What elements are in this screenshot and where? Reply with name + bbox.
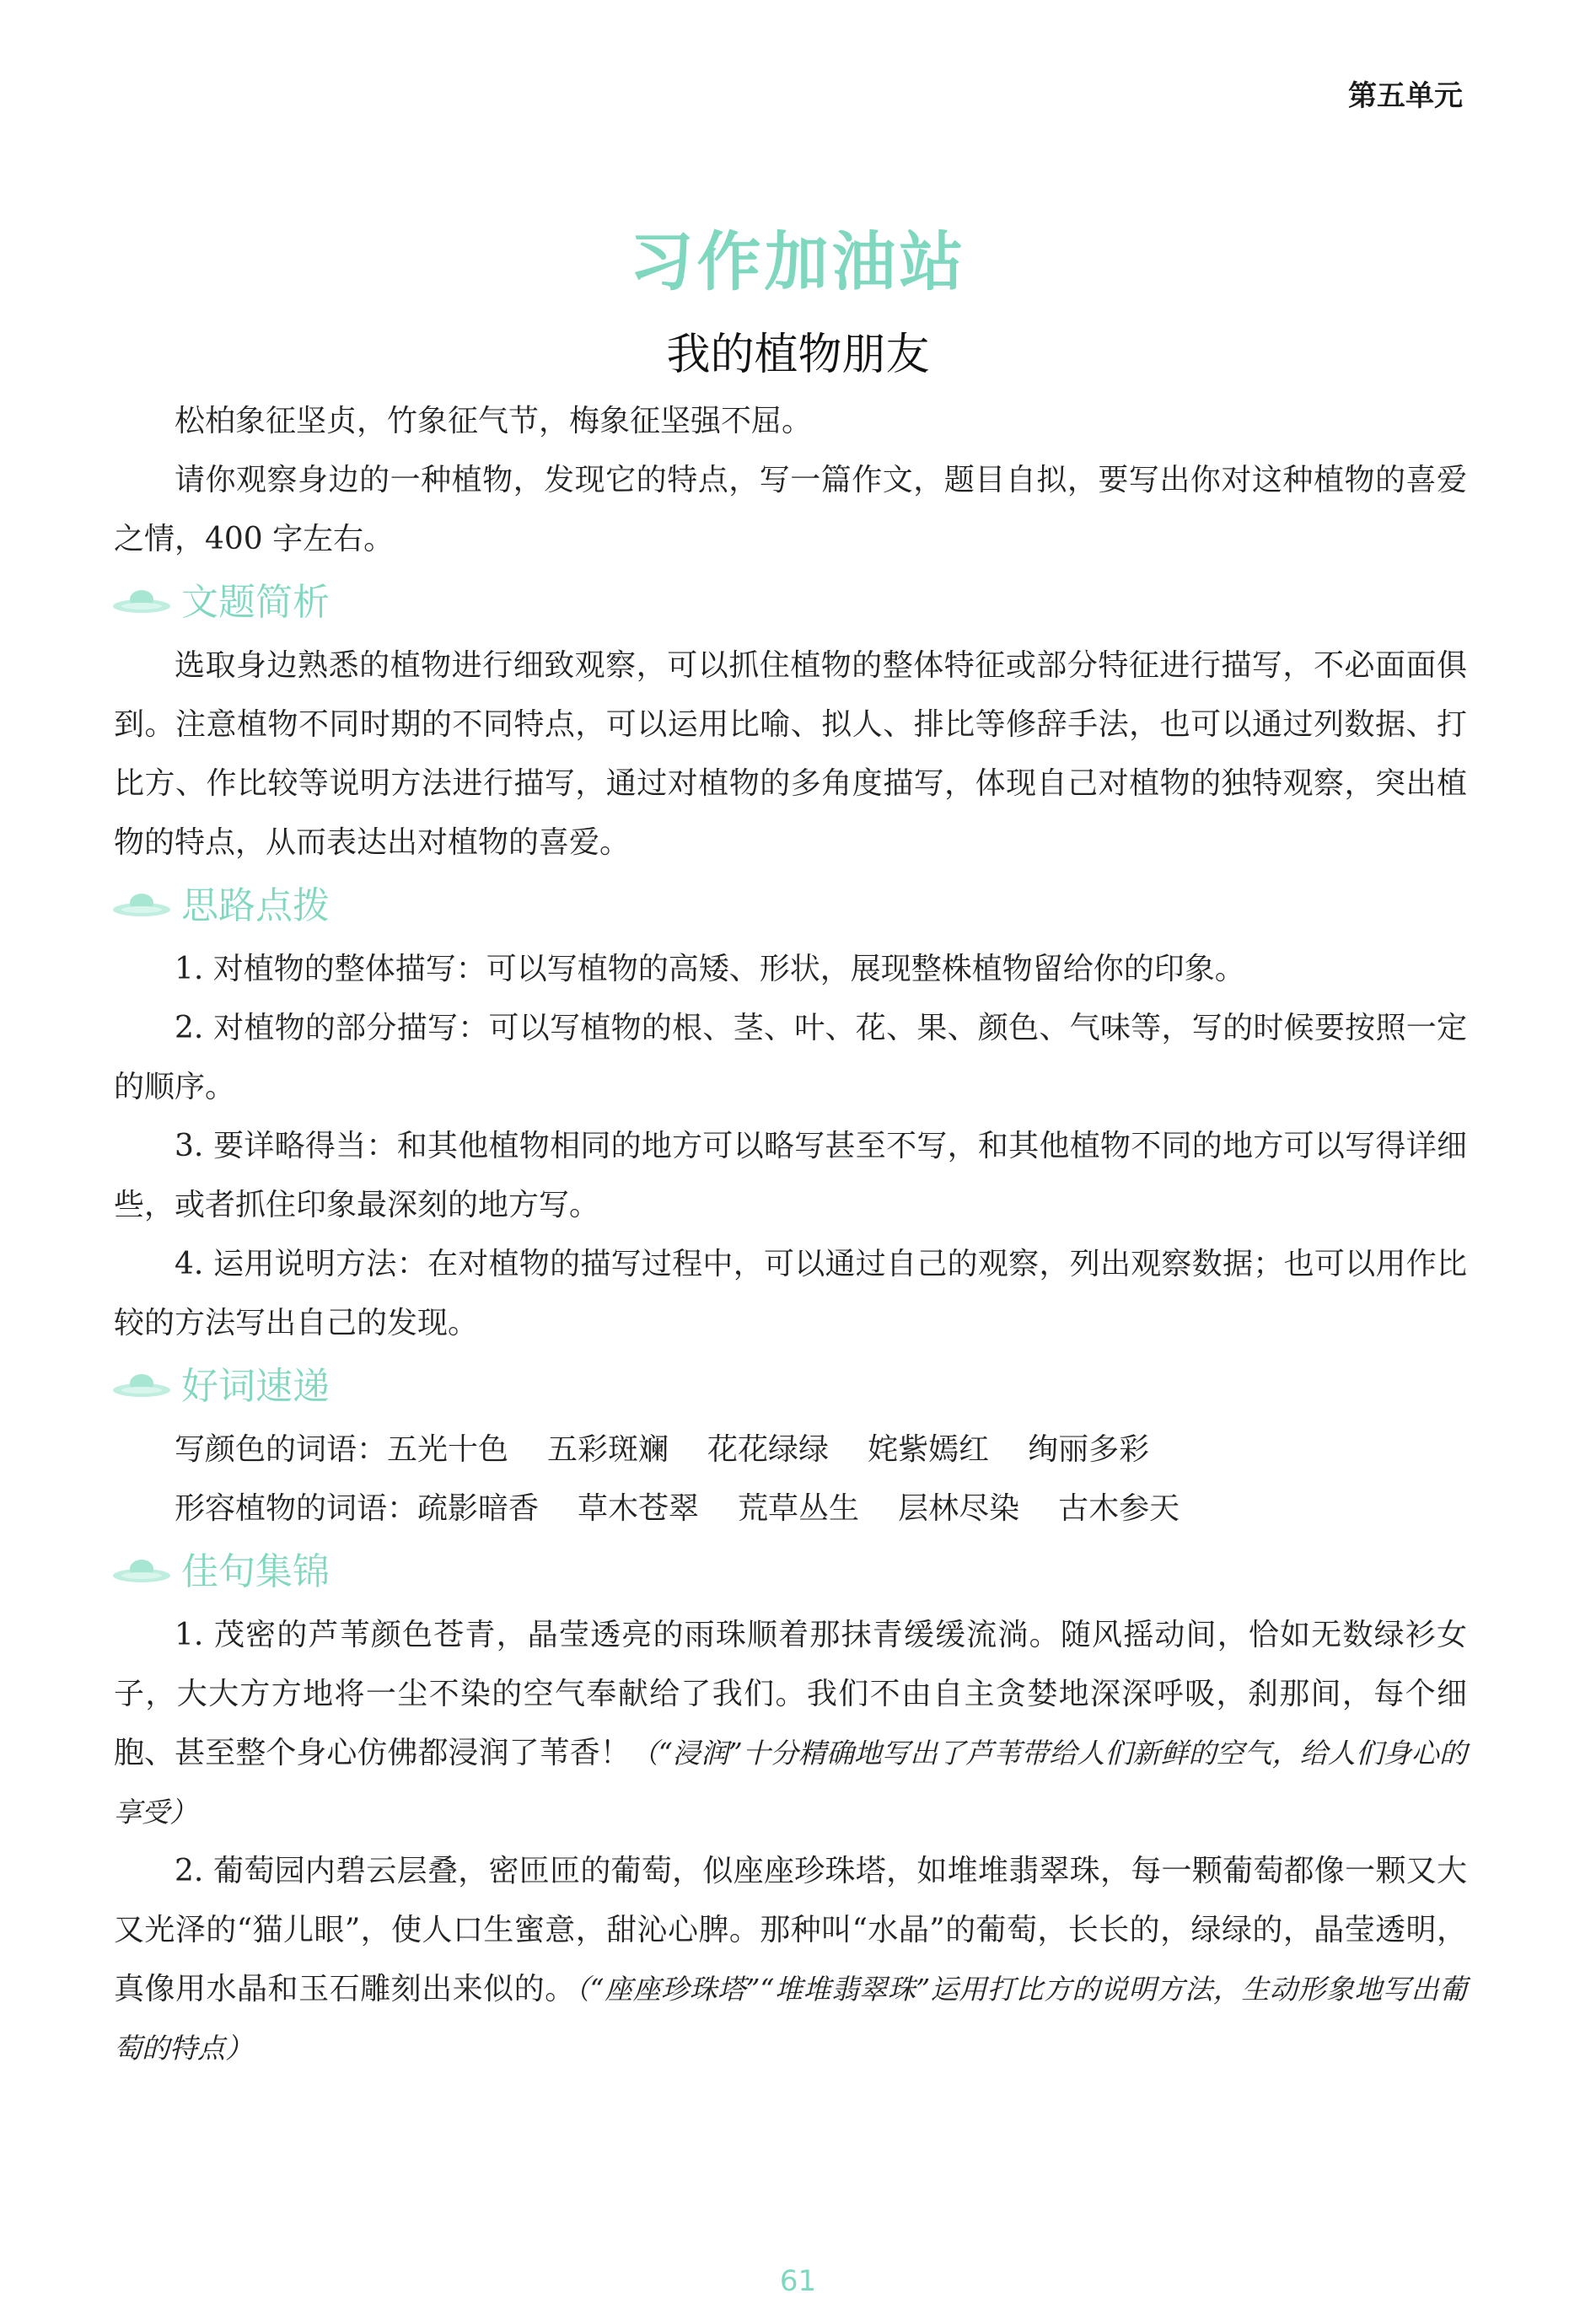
section-header-tips — [110, 873, 1467, 940]
vocab-word: 姹紫嫣红 — [868, 1432, 990, 1467]
sentence-item — [114, 1842, 1467, 2078]
sentence-note: （“座座珍珠塔”“堆堆翡翠珠”运用打比方的说明方法，生动形象地写出葡萄的特点） — [114, 1973, 1467, 2065]
section-title-analysis: 文题简析 — [181, 581, 330, 624]
vocab-word: 五彩斑斓 — [547, 1432, 669, 1467]
vocab-word: 荒草丛生 — [738, 1491, 860, 1526]
section-title-words: 好词速递 — [181, 1365, 330, 1408]
page-title: 习作加油站 — [629, 224, 967, 299]
vocab-word: 古木参天 — [1058, 1491, 1180, 1526]
section-title-tips: 思路点拨 — [181, 884, 330, 927]
tip-item: 4. 运用说明方法：在对植物的描写过程中，可以通过自己的观察，列出观察数据；也可以用作比较的方法写出自己的发现。 — [114, 1247, 1467, 1340]
vocab-word: 层林尽染 — [898, 1491, 1020, 1526]
main-content — [114, 392, 1467, 2078]
section-header-sentences — [110, 1539, 1467, 1606]
sentence-note: （“浸润”十分精确地写出了芦苇带给人们新鲜的空气，给人们身心的享受） — [114, 1737, 1467, 1829]
vocab-word: 绚丽多彩 — [1028, 1432, 1150, 1467]
vocab-word: 花花绿绿 — [707, 1432, 830, 1467]
vocab-line-colors — [114, 1420, 1467, 1480]
intro-paragraph-2: 请你观察身边的一种植物，发现它的特点，写一篇作文，题目自拟，要写出你对这种植物的喜爱之情，400 字左右。 — [114, 463, 1467, 556]
sentence-text: 1. 茂密的芦苇颜色苍青，晶莹透亮的雨珠顺着那抹青缓缓流淌。随风摇动间，恰如无数绿衫女子，大大方方地将一尘不染的空气奉献给了我们。我们不由自主贪婪地深深呼吸，刹那间，每个细胞、甚至整个身心仿佛都浸润了苇香！ — [114, 1618, 1467, 1770]
section-header-words — [110, 1353, 1467, 1420]
ufo-icon — [110, 888, 173, 925]
analysis-paragraph: 选取身边熟悉的植物进行细致观察，可以抓住植物的整体特征或部分特征进行描写，不必面面俱到。注意植物不同时期的不同特点，可以运用比喻、拟人、排比等修辞手法，也可以通过列数据、打比方、作比较等说明方法进行描写，通过对植物的多角度描写，体现自己对植物的独特观察，突出植物的特点，从而表达出对植物的喜爱。 — [114, 648, 1467, 860]
vocab-word: 五光十色 — [387, 1432, 509, 1467]
vocab-line-plants — [114, 1480, 1467, 1539]
essay-topic-title: 我的植物朋友 — [666, 330, 930, 380]
intro-paragraph-1: 松柏象征坚贞，竹象征气节，梅象征坚强不屈。 — [175, 404, 813, 438]
ufo-icon — [110, 1368, 173, 1405]
ufo-icon — [110, 584, 173, 621]
vocab-label: 形容植物的词语： — [175, 1491, 418, 1526]
section-title-sentences: 佳句集锦 — [181, 1550, 330, 1593]
tip-item: 1. 对植物的整体描写：可以写植物的高矮、形状，展现整株植物留给你的印象。 — [175, 952, 1245, 986]
unit-label: 第五单元 — [1348, 79, 1463, 113]
page-number: 61 — [779, 2264, 817, 2298]
vocab-word: 草木苍翠 — [578, 1491, 700, 1526]
section-header-analysis — [110, 569, 1467, 636]
sentence-item — [114, 1606, 1467, 1842]
tip-item: 3. 要详略得当：和其他植物相同的地方可以略写甚至不写，和其他植物不同的地方可以写得详细些，或者抓住印象最深刻的地方写。 — [114, 1129, 1467, 1222]
ufo-icon — [110, 1554, 173, 1591]
sentence-text: 2. 葡萄园内碧云层叠，密匝匝的葡萄，似座座珍珠塔，如堆堆翡翠珠，每一颗葡萄都像一颗又大又光泽的“猫儿眼”，使人口生蜜意，甜沁心脾。那种叫“水晶”的葡萄，长长的，绿绿的，晶莹透明，真像用水晶和玉石雕刻出来似的。 — [114, 1854, 1467, 2006]
vocab-label: 写颜色的词语： — [175, 1432, 388, 1467]
vocab-word: 疏影暗香 — [417, 1491, 540, 1526]
tip-item: 2. 对植物的部分描写：可以写植物的根、茎、叶、花、果、颜色、气味等，写的时候要按照一定的顺序。 — [114, 1011, 1467, 1104]
